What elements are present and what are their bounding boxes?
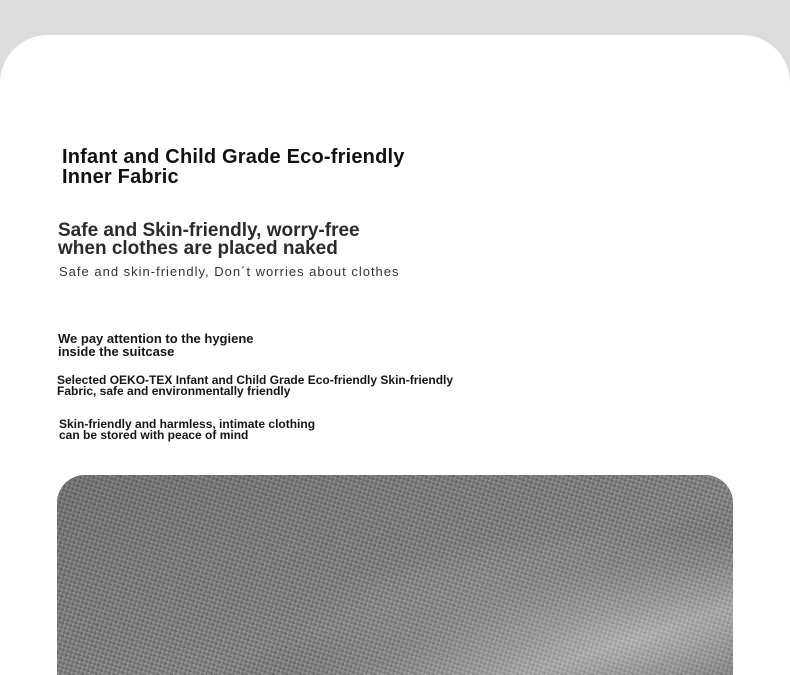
fabric-photo xyxy=(57,475,733,675)
content-card xyxy=(0,35,790,675)
feature-text-oeko-tex: Selected OEKO-TEX Infant and Child Grade Eco-friendly Skin-friendly Fabric, safe and environmentally friendly xyxy=(57,373,454,398)
headline: Infant and Child Grade Eco-friendly Inner Fabric xyxy=(62,146,405,188)
feature-text-hygiene: We pay attention to the hygiene inside the suitcase xyxy=(58,331,254,359)
feature-text-storage: Skin-friendly and harmless, intimate clothing can be stored with peace of mind xyxy=(59,417,316,442)
subheading: Safe and Skin-friendly, worry-free when clothes are placed naked xyxy=(58,220,360,259)
subheading-english: Safe and skin-friendly, Don´t worries about clothes xyxy=(59,264,400,279)
